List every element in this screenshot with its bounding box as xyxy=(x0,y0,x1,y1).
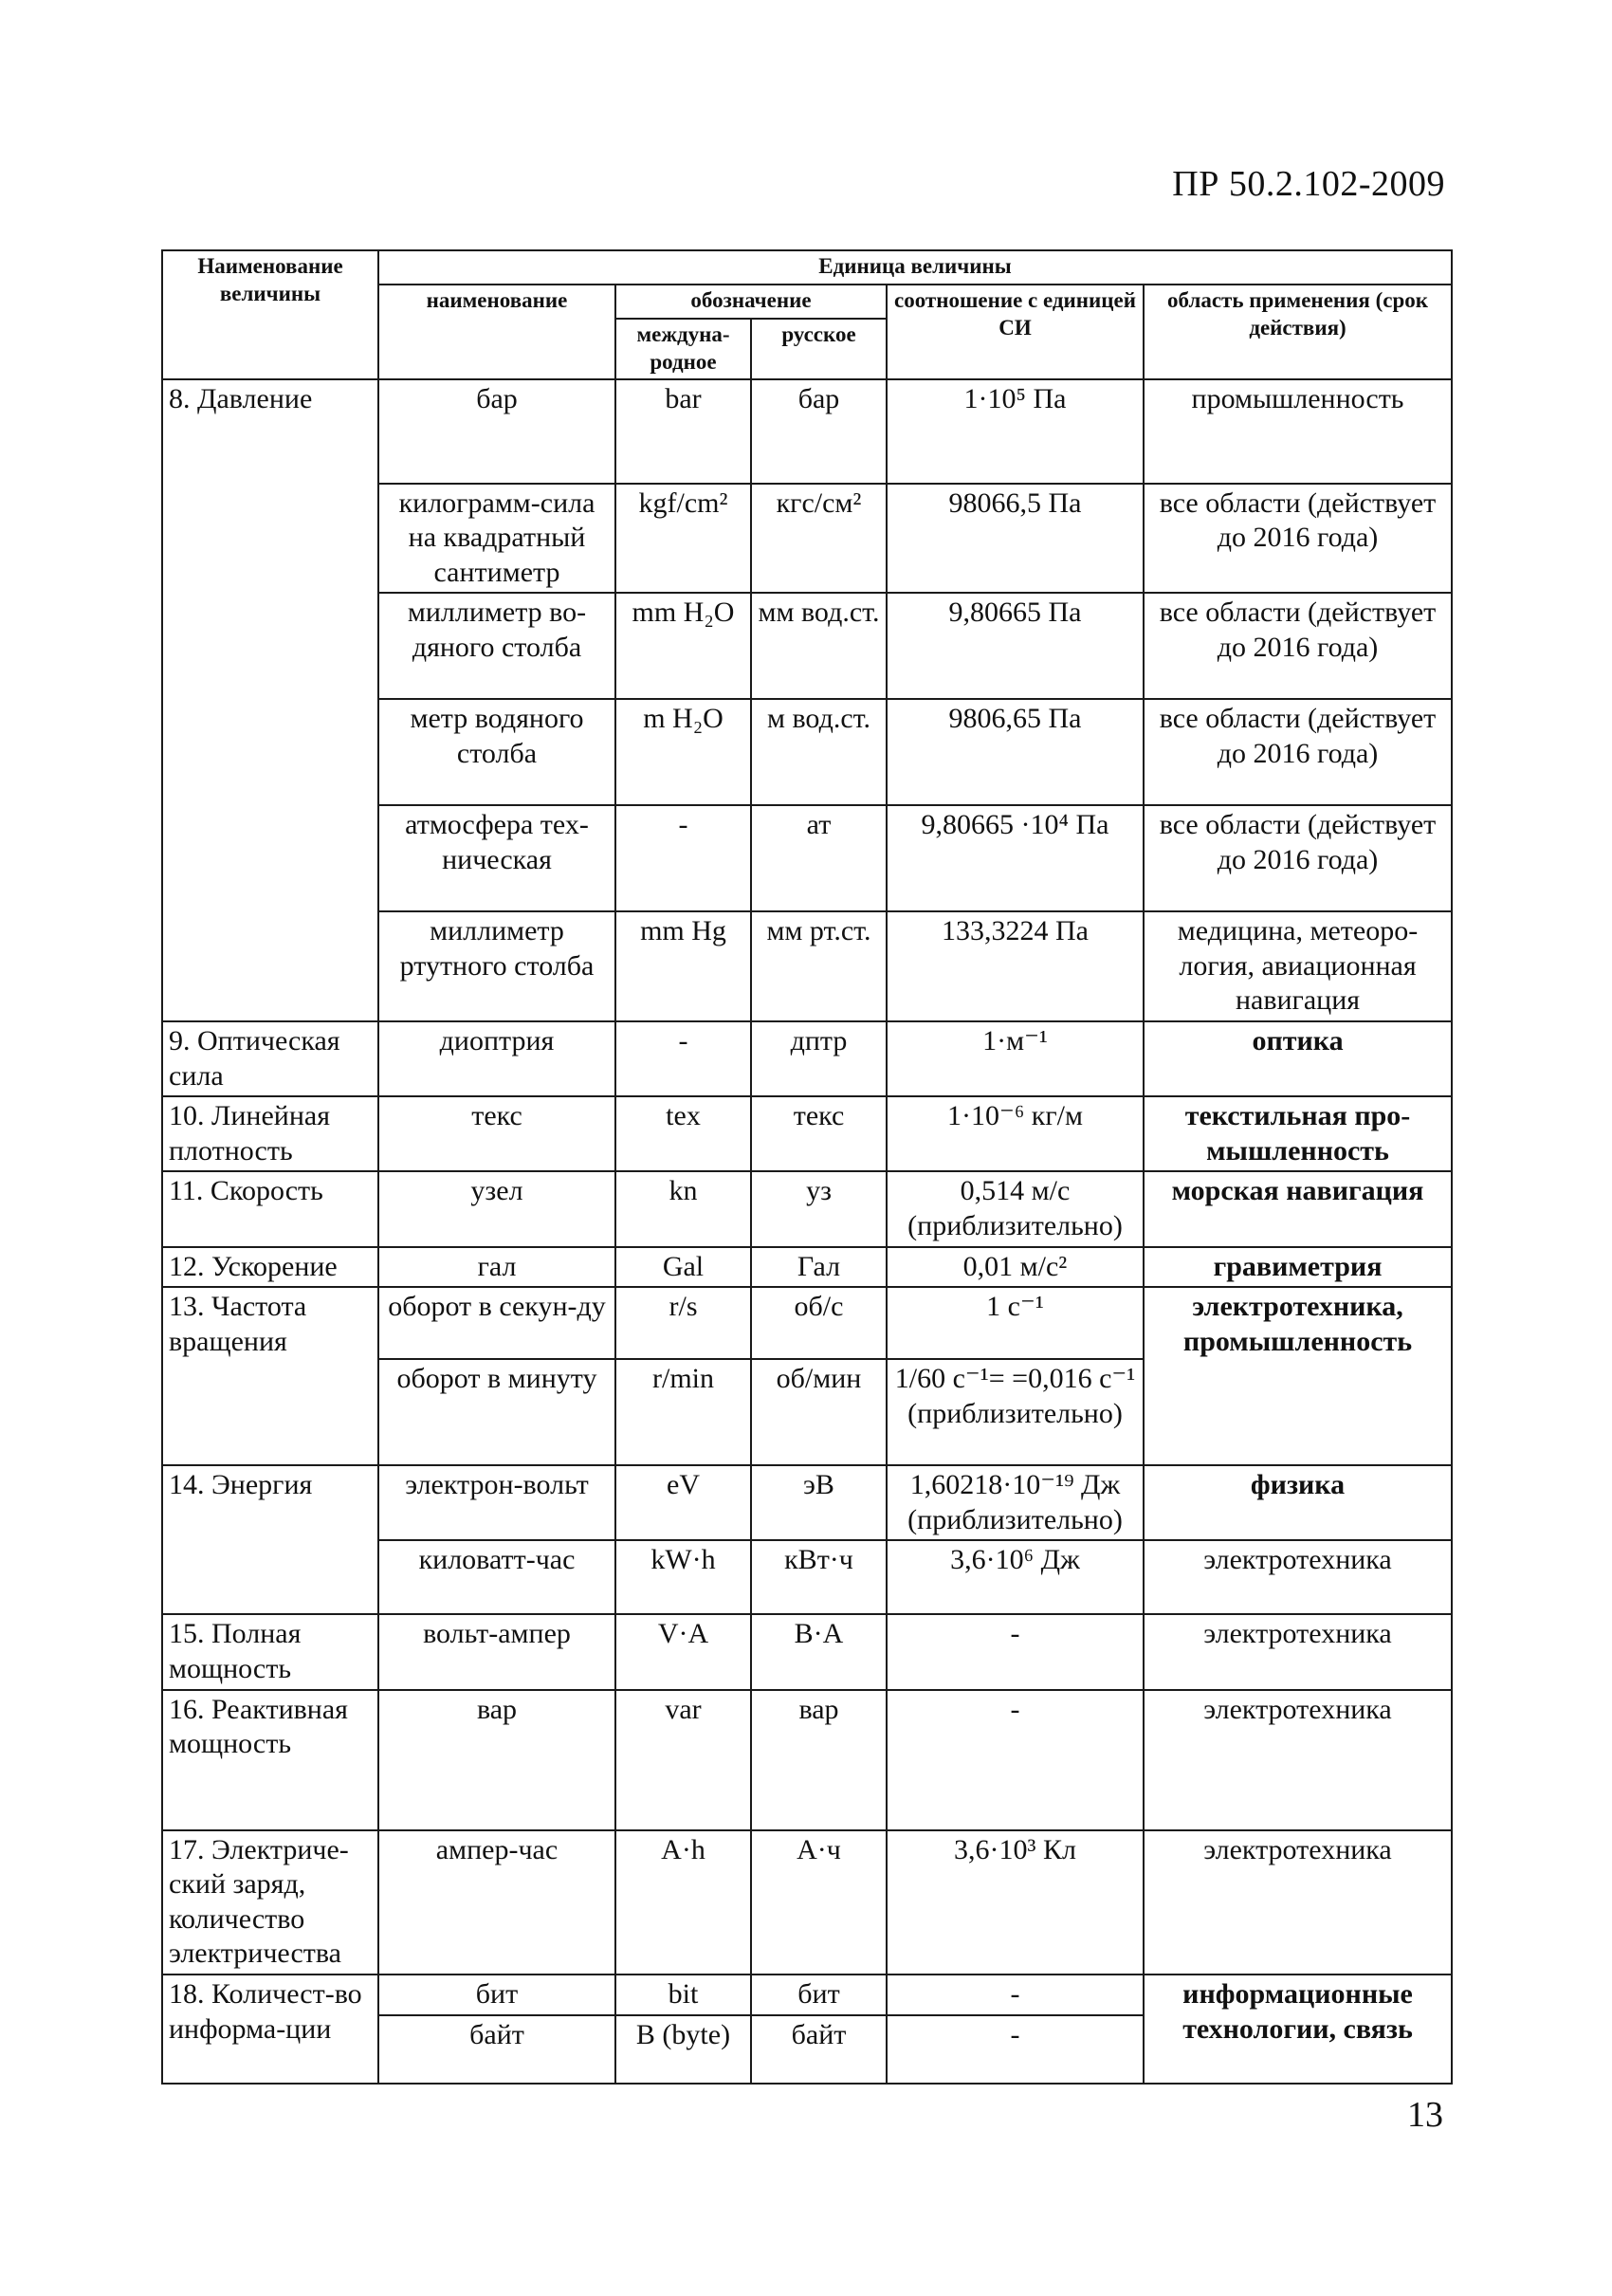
table-row xyxy=(162,1096,1452,1171)
quantity-cell: 17. Электриче-ский заряд, количество электричества xyxy=(162,1830,378,1975)
si-relation-cell: - xyxy=(887,2015,1144,2084)
table-row xyxy=(162,1287,1452,1359)
intl-symbol-cell: B (byte) xyxy=(615,2015,751,2084)
si-relation-cell: 1·м⁻¹ xyxy=(887,1021,1144,1096)
quantity-cell: 11. Скорость xyxy=(162,1171,378,1246)
quantity-cell: 18. Количест-во информа-ции xyxy=(162,1975,378,2084)
rus-symbol-cell: мм вод.ст. xyxy=(751,593,887,699)
unit-name-cell: байт xyxy=(378,2015,615,2084)
si-relation-cell: 1·10⁻⁶ кг/м xyxy=(887,1096,1144,1171)
application-cell: медицина, метеоро-логия, авиационная навигация xyxy=(1144,911,1452,1021)
unit-name-cell: миллиметр ртутного столба xyxy=(378,911,615,1021)
rus-symbol-cell: дптр xyxy=(751,1021,887,1096)
si-relation-cell: 1/60 с⁻¹= =0,016 с⁻¹ (приблизительно) xyxy=(887,1359,1144,1465)
si-relation-cell: 9806,65 Па xyxy=(887,699,1144,805)
intl-symbol-cell: V·A xyxy=(615,1614,751,1689)
unit-name-cell: бар xyxy=(378,379,615,484)
unit-name-cell: оборот в минуту xyxy=(378,1359,615,1465)
application-cell: электротехника, промышленность xyxy=(1144,1287,1452,1465)
intl-symbol-cell: m H₂O xyxy=(615,699,751,805)
intl-symbol-cell: mm H₂O xyxy=(615,593,751,699)
application-cell: электротехника xyxy=(1144,1830,1452,1975)
application-cell: электротехника xyxy=(1144,1690,1452,1830)
quantity-cell: 15. Полная мощность xyxy=(162,1614,378,1689)
si-relation-cell: 0,01 м/с² xyxy=(887,1247,1144,1288)
rus-symbol-cell: В·А xyxy=(751,1614,887,1689)
quantity-cell: 16. Реактивная мощность xyxy=(162,1690,378,1830)
table-row xyxy=(162,1171,1452,1246)
rus-symbol-cell: эВ xyxy=(751,1465,887,1540)
unit-name-cell: килограмм-сила на квадратный сантиметр xyxy=(378,484,615,594)
rus-symbol-cell: кгс/см² xyxy=(751,484,887,594)
unit-name-cell: вольт-ампер xyxy=(378,1614,615,1689)
intl-symbol-cell: Gal xyxy=(615,1247,751,1288)
header-unit-name: наименование xyxy=(378,285,615,379)
si-relation-cell: 1,60218·10⁻¹⁹ Дж (приблизительно) xyxy=(887,1465,1144,1540)
rus-symbol-cell: ат xyxy=(751,805,887,911)
table-row xyxy=(162,1614,1452,1689)
intl-symbol-cell: A·h xyxy=(615,1830,751,1975)
quantity-cell: 13. Частота вращения xyxy=(162,1287,378,1465)
table-row xyxy=(162,1247,1452,1288)
rus-symbol-cell: об/мин xyxy=(751,1359,887,1465)
header-row xyxy=(162,250,1452,285)
intl-symbol-cell: kW·h xyxy=(615,1540,751,1614)
si-relation-cell: 9,80665 ·10⁴ Па xyxy=(887,805,1144,911)
quantity-cell: 8. Давление xyxy=(162,379,378,1022)
si-relation-cell: 98066,5 Па xyxy=(887,484,1144,594)
unit-name-cell: гал xyxy=(378,1247,615,1288)
application-cell: морская навигация xyxy=(1144,1171,1452,1246)
quantity-cell: 9. Оптическая сила xyxy=(162,1021,378,1096)
application-cell: физика xyxy=(1144,1465,1452,1540)
rus-symbol-cell: м вод.ст. xyxy=(751,699,887,805)
table-row xyxy=(162,1830,1452,1975)
unit-name-cell: бит xyxy=(378,1975,615,2015)
header-designation: обозначение xyxy=(615,285,887,319)
rus-symbol-cell: уз xyxy=(751,1171,887,1246)
rus-symbol-cell: вар xyxy=(751,1690,887,1830)
rus-symbol-cell: Гал xyxy=(751,1247,887,1288)
table-row xyxy=(162,1465,1452,1540)
intl-symbol-cell: - xyxy=(615,805,751,911)
quantity-cell: 14. Энергия xyxy=(162,1465,378,1614)
application-cell: электротехника xyxy=(1144,1614,1452,1689)
header-quantity-name: Наименование величины xyxy=(162,250,378,379)
si-relation-cell: 0,514 м/с (приблизительно) xyxy=(887,1171,1144,1246)
application-cell: электротехника xyxy=(1144,1540,1452,1614)
rus-symbol-cell: об/с xyxy=(751,1287,887,1359)
header-international: междуна-родное xyxy=(615,319,751,379)
intl-symbol-cell: var xyxy=(615,1690,751,1830)
unit-name-cell: диоптрия xyxy=(378,1021,615,1096)
intl-symbol-cell: tex xyxy=(615,1096,751,1171)
header-application: область применения (срок действия) xyxy=(1144,285,1452,379)
intl-symbol-cell: bar xyxy=(615,379,751,484)
application-cell: все области (действует до 2016 года) xyxy=(1144,593,1452,699)
header-si-relation: соотношение с единицей СИ xyxy=(887,285,1144,379)
rus-symbol-cell: А·ч xyxy=(751,1830,887,1975)
intl-symbol-cell: kn xyxy=(615,1171,751,1246)
intl-symbol-cell: bit xyxy=(615,1975,751,2015)
si-relation-cell: 1·10⁵ Па xyxy=(887,379,1144,484)
si-relation-cell: 3,6·10³ Кл xyxy=(887,1830,1144,1975)
unit-name-cell: узел xyxy=(378,1171,615,1246)
unit-name-cell: оборот в секун-ду xyxy=(378,1287,615,1359)
rus-symbol-cell: бит xyxy=(751,1975,887,2015)
unit-name-cell: ампер-час xyxy=(378,1830,615,1975)
unit-name-cell: миллиметр во-дяного столба xyxy=(378,593,615,699)
application-cell: все области (действует до 2016 года) xyxy=(1144,805,1452,911)
table-row xyxy=(162,379,1452,484)
unit-name-cell: киловатт-час xyxy=(378,1540,615,1614)
unit-name-cell: текс xyxy=(378,1096,615,1171)
table-row xyxy=(162,1021,1452,1096)
unit-name-cell: метр водяного столба xyxy=(378,699,615,805)
intl-symbol-cell: eV xyxy=(615,1465,751,1540)
si-relation-cell: 133,3224 Па xyxy=(887,911,1144,1021)
rus-symbol-cell: бар xyxy=(751,379,887,484)
rus-symbol-cell: текс xyxy=(751,1096,887,1171)
intl-symbol-cell: kgf/cm² xyxy=(615,484,751,594)
application-cell: промышленность xyxy=(1144,379,1452,484)
intl-symbol-cell: r/s xyxy=(615,1287,751,1359)
application-cell: гравиметрия xyxy=(1144,1247,1452,1288)
document-code: ПР 50.2.102-2009 xyxy=(1172,164,1445,204)
rus-symbol-cell: мм рт.ст. xyxy=(751,911,887,1021)
si-relation-cell: - xyxy=(887,1614,1144,1689)
intl-symbol-cell: r/min xyxy=(615,1359,751,1465)
si-relation-cell: 3,6·10⁶ Дж xyxy=(887,1540,1144,1614)
si-relation-cell: - xyxy=(887,1690,1144,1830)
application-cell: все области (действует до 2016 года) xyxy=(1144,484,1452,594)
units-table xyxy=(161,249,1453,2085)
application-cell: все области (действует до 2016 года) xyxy=(1144,699,1452,805)
si-relation-cell: - xyxy=(887,1975,1144,2015)
header-russian: русское xyxy=(751,319,887,379)
quantity-cell: 10. Линейная плотность xyxy=(162,1096,378,1171)
rus-symbol-cell: кВт·ч xyxy=(751,1540,887,1614)
unit-name-cell: электрон-вольт xyxy=(378,1465,615,1540)
rus-symbol-cell: байт xyxy=(751,2015,887,2084)
si-relation-cell: 1 с⁻¹ xyxy=(887,1287,1144,1359)
intl-symbol-cell: - xyxy=(615,1021,751,1096)
unit-name-cell: вар xyxy=(378,1690,615,1830)
table-row xyxy=(162,1690,1452,1830)
application-cell: оптика xyxy=(1144,1021,1452,1096)
intl-symbol-cell: mm Hg xyxy=(615,911,751,1021)
application-cell: информационные технологии, связь xyxy=(1144,1975,1452,2084)
header-unit-group: Единица величины xyxy=(378,250,1452,285)
unit-name-cell: атмосфера тех-ническая xyxy=(378,805,615,911)
quantity-cell: 12. Ускорение xyxy=(162,1247,378,1288)
page-number: 13 xyxy=(1407,2095,1443,2135)
application-cell: текстильная про-мышленность xyxy=(1144,1096,1452,1171)
table-row xyxy=(162,1975,1452,2015)
si-relation-cell: 9,80665 Па xyxy=(887,593,1144,699)
